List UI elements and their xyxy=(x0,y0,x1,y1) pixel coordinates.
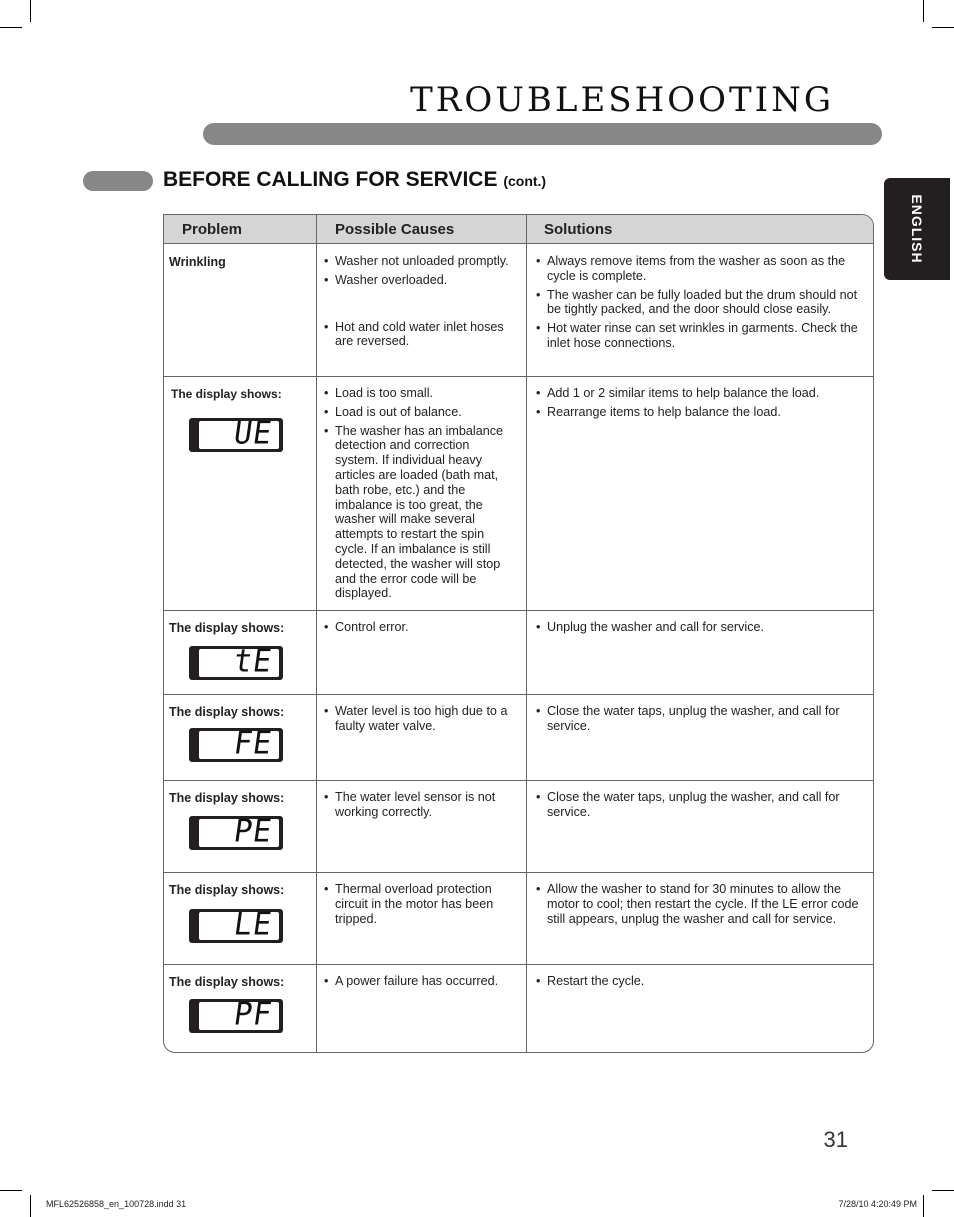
table-row xyxy=(164,610,873,695)
footer-timestamp: 7/28/10 4:20:49 PM xyxy=(838,1199,917,1209)
solution-item: • Unplug the washer and call for service. xyxy=(536,620,861,635)
problem-label: The display shows: xyxy=(169,621,285,635)
crop-mark xyxy=(932,27,954,28)
table-header xyxy=(164,215,873,244)
section-pill xyxy=(83,171,153,191)
header-problem: Problem xyxy=(182,221,243,238)
solutions-cell xyxy=(536,704,861,738)
solutions-cell xyxy=(536,386,861,424)
error-display xyxy=(189,906,283,943)
problem-label: The display shows: xyxy=(169,705,285,719)
footer-file: MFL62526858_en_100728.indd 31 xyxy=(46,1199,187,1209)
error-display xyxy=(189,643,283,680)
error-code: LE xyxy=(231,906,275,943)
title-bar xyxy=(203,123,882,145)
cause-item: • Hot and cold water inlet hoses are reversed. xyxy=(324,320,514,350)
solution-item: • Add 1 or 2 similar items to help balance the load. xyxy=(536,386,861,401)
table-row xyxy=(164,872,873,965)
cause-item: • Washer not unloaded promptly. xyxy=(324,254,514,269)
solution-item: • Close the water taps, unplug the washer, and call for service. xyxy=(536,790,861,820)
error-display xyxy=(189,725,283,762)
cause-item: • Load is too small. xyxy=(324,386,514,401)
cause-item: • The washer has an imbalance detection and correction system. If individual heavy articles are loaded (bath mat, bath robe, etc.) and the imbalance is too great, the washer will make several attempts to restart the spin cycle. If an imbalance is still detected, the washer will stop and the error code will be displayed. xyxy=(324,424,507,602)
page-title: TROUBLESHOOTING xyxy=(410,80,834,120)
section-title xyxy=(163,168,546,192)
cause-item: • The water level sensor is not working correctly. xyxy=(324,790,514,820)
problem-label: Wrinkling xyxy=(169,255,226,269)
crop-mark xyxy=(0,27,22,28)
solution-item: • Rearrange items to help balance the load. xyxy=(536,405,861,420)
crop-mark xyxy=(0,1190,22,1191)
causes-cell xyxy=(324,254,514,353)
cause-item: • Load is out of balance. xyxy=(324,405,514,420)
header-solutions: Solutions xyxy=(544,221,613,238)
solutions-cell xyxy=(536,254,861,355)
header-causes: Possible Causes xyxy=(335,221,455,238)
solution-item: • Close the water taps, unplug the washer, and call for service. xyxy=(536,704,861,734)
causes-cell xyxy=(324,386,514,605)
section-cont: (cont.) xyxy=(503,173,547,189)
solutions-cell xyxy=(536,790,861,824)
cause-item: • Control error. xyxy=(324,620,514,635)
error-code: FE xyxy=(231,725,275,762)
language-tab-label: ENGLISH xyxy=(909,194,925,264)
error-code: PE xyxy=(231,813,275,850)
language-tab xyxy=(884,178,950,280)
crop-mark xyxy=(30,1195,31,1217)
error-code: UE xyxy=(231,415,275,452)
causes-cell xyxy=(324,620,514,639)
error-display xyxy=(189,415,283,452)
table-row xyxy=(164,694,873,781)
error-code: tE xyxy=(231,643,275,680)
problem-label: The display shows: xyxy=(171,387,282,401)
crop-mark xyxy=(923,1195,924,1217)
solution-item: • Always remove items from the washer as soon as the cycle is complete. xyxy=(536,254,861,284)
crop-mark xyxy=(923,0,924,22)
problem-label: The display shows: xyxy=(169,883,285,897)
crop-mark xyxy=(932,1190,954,1191)
solution-item: • Allow the washer to stand for 30 minutes to allow the motor to cool; then restart the cycle. If the LE error code still appears, unplug the washer and call for service. xyxy=(536,882,861,926)
problem-label: The display shows: xyxy=(169,791,285,805)
cause-item: • A power failure has occurred. xyxy=(324,974,514,989)
cause-item: • Thermal overload protection circuit in the motor has been tripped. xyxy=(324,882,514,926)
problem-label: The display shows: xyxy=(169,975,285,989)
table-row xyxy=(164,964,873,1052)
causes-cell xyxy=(324,704,514,738)
table-row xyxy=(164,780,873,873)
table-row xyxy=(164,376,873,611)
causes-cell xyxy=(324,974,514,993)
causes-cell xyxy=(324,882,514,930)
cause-item: • Water level is too high due to a faulty water valve. xyxy=(324,704,514,734)
solution-item: • Restart the cycle. xyxy=(536,974,861,989)
error-display xyxy=(189,996,283,1033)
error-code: PF xyxy=(231,996,275,1033)
crop-mark xyxy=(30,0,31,22)
solution-item: • The washer can be fully loaded but the drum should not be tightly packed, and the door should close easily. xyxy=(536,288,861,318)
table-row xyxy=(164,244,873,377)
causes-cell xyxy=(324,790,514,824)
solution-item: • Hot water rinse can set wrinkles in garments. Check the inlet hose connections. xyxy=(536,321,861,351)
solutions-cell xyxy=(536,974,861,993)
section-title-text: BEFORE CALLING FOR SERVICE xyxy=(163,168,498,191)
cause-item: • Washer overloaded. xyxy=(324,273,514,288)
troubleshooting-table xyxy=(163,214,874,1053)
solutions-cell xyxy=(536,882,861,930)
solutions-cell xyxy=(536,620,861,639)
error-display xyxy=(189,813,283,850)
page-number: 31 xyxy=(823,1127,848,1152)
